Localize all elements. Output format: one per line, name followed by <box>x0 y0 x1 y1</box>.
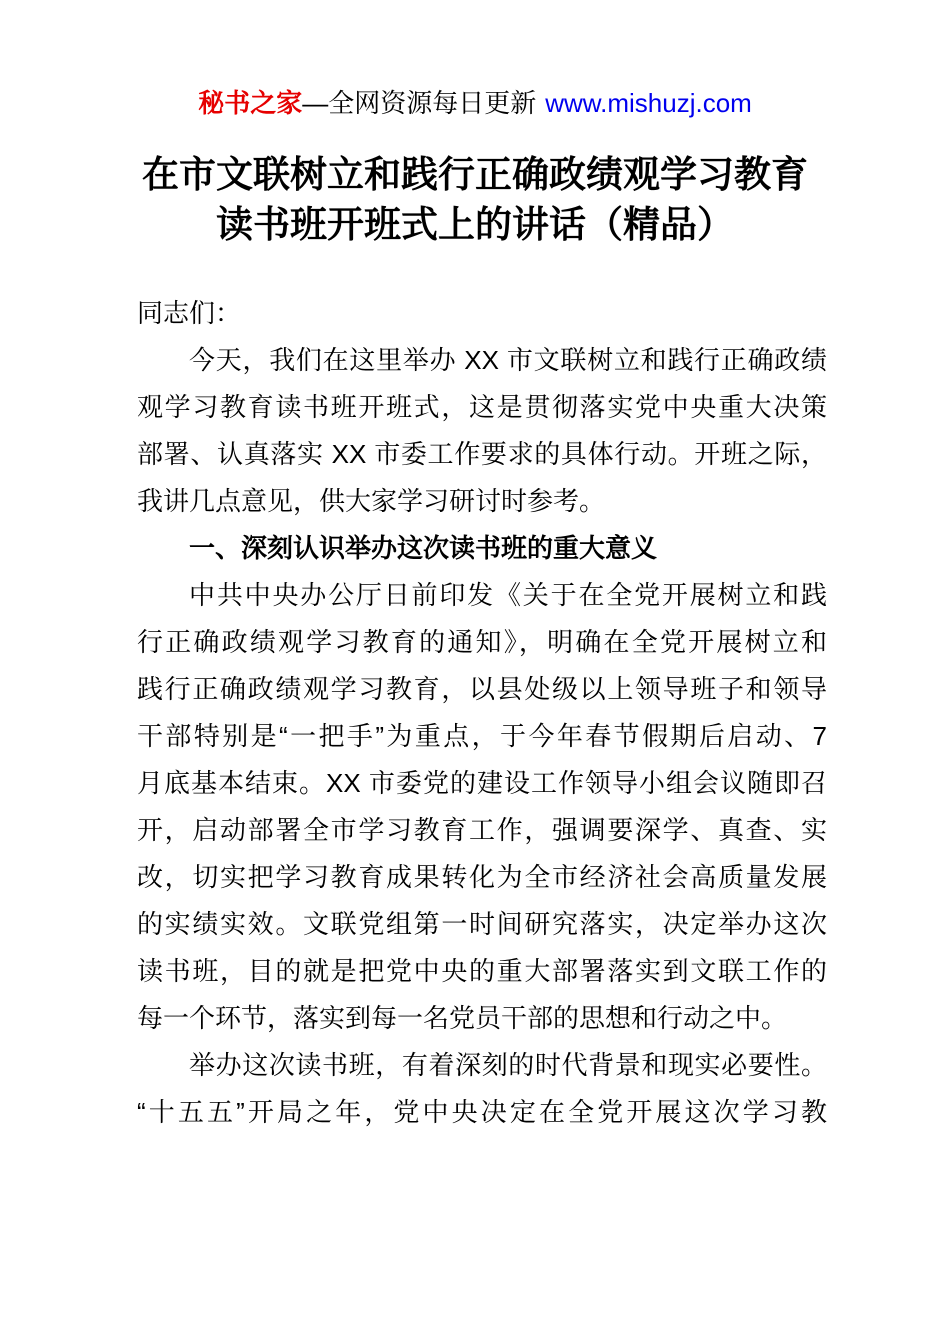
paragraph <box>137 1042 827 1136</box>
site-url-link[interactable]: www.mishuzj.com <box>545 88 752 118</box>
paragraph <box>137 290 827 337</box>
text-line: 部署、认真落实 XX 市委工作要求的具体行动。开班之际， <box>137 439 827 469</box>
text-line: 每一个环节，落实到每一名党员干部的思想和行动之中。 <box>137 1003 788 1033</box>
site-tagline: —全网资源每日更新 <box>302 88 537 118</box>
text-line: 同志们： <box>137 298 242 328</box>
text-line: 践行正确政绩观学习教育，以县处级以上领导班子和领导 <box>137 674 827 704</box>
paragraph <box>137 572 827 1042</box>
text-line: 中共中央办公厅日前印发《关于在全党开展树立和践 <box>189 580 827 610</box>
document-title <box>0 150 950 250</box>
paragraph <box>137 337 827 525</box>
document-title-line-1: 在市文联树立和践行正确政绩观学习教育 <box>142 154 808 195</box>
text-line: 读书班，目的就是把党中央的重大部署落实到文联工作的 <box>137 956 827 986</box>
text-line: 开，启动部署全市学习教育工作，强调要深学、真查、实 <box>137 815 827 845</box>
document-title-line-2: 读书班开班式上的讲话（精品） <box>216 204 734 245</box>
site-header <box>0 0 950 118</box>
text-line: 今天，我们在这里举办 XX 市文联树立和践行正确政绩 <box>189 345 827 375</box>
text-line: 观学习教育读书班开班式，这是贯彻落实党中央重大决策 <box>137 392 827 422</box>
text-line: 的实绩实效。文联党组第一时间研究落实，决定举办这次 <box>137 909 827 939</box>
text-line: “十五五”开局之年，党中央决定在全党开展这次学习教 <box>137 1097 827 1127</box>
text-line: 干部特别是“一把手”为重点，于今年春节假期后启动、7 <box>137 721 827 751</box>
text-line: 举办这次读书班，有着深刻的时代背景和现实必要性。 <box>189 1050 827 1080</box>
text-line: 改，切实把学习教育成果转化为全市经济社会高质量发展 <box>137 862 827 892</box>
site-brand: 秘书之家 <box>198 88 303 118</box>
text-line: 我讲几点意见，供大家学习研讨时参考。 <box>137 486 606 516</box>
text-line: 行正确政绩观学习教育的通知》，明确在全党开展树立和 <box>137 627 827 657</box>
text-line: 月底基本结束。XX 市委党的建设工作领导小组会议随即召 <box>137 768 827 798</box>
text-line: 一、深刻认识举办这次读书班的重大意义 <box>189 533 658 563</box>
document-body <box>137 290 827 1136</box>
paragraph <box>137 525 827 572</box>
